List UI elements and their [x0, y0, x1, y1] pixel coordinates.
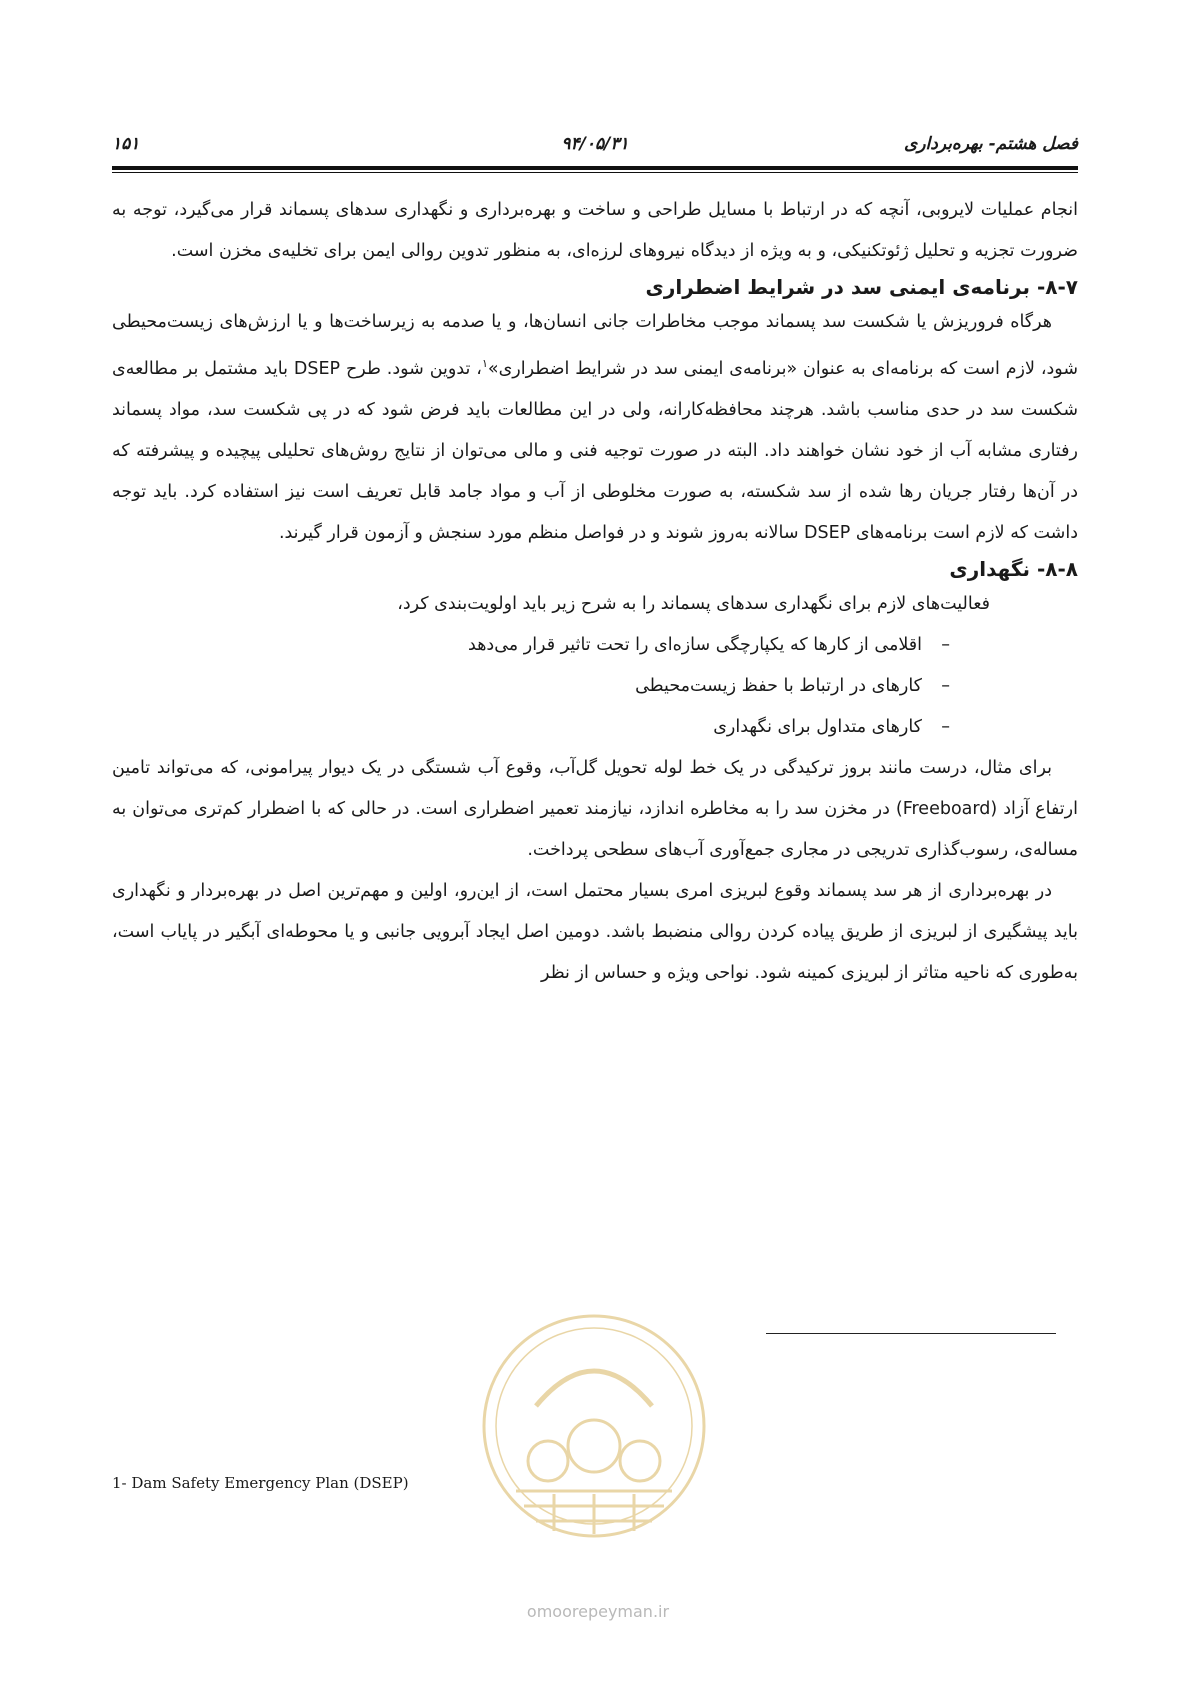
list-item-text: اقلامی از کارها که یکپارچگی سازه‌ای را تحت تاثیر قرار می‌دهد: [468, 634, 922, 655]
footnote-rule: [766, 1333, 1056, 1334]
paragraph-emergency-part2: ، تدوین شود. طرح DSEP باید مشتمل بر مطالعه‌ی شکست سد در حدی مناسب باشد. هرچند محافظه‌کارانه، ولی در این مطالعات باید فرض شود که در پی شکست سد، مواد پسماند رفتاری مشابه آب از خود نشان خواهند داد. البته در صورت توجیه فنی و مالی می‌توان از نتایج روش‌های تحلیلی پیچیده و پیشرفته که در آن‌ها رفتار جریان رها شده از سد شکسته، به صورت مخلوطی از آب و مواد جامد قابل تعریف است نیز استفاده کرد. باید توجه داشت که لازم است برنامه‌های DSEP سالانه به‌روز شوند و در فواصل منظم مورد سنجش و آزمون قرار گیرند.: [112, 358, 1078, 543]
list-item: [112, 625, 950, 666]
paragraph-example: برای مثال، درست مانند بروز ترکیدگی در یک خط لوله تحویل گل‌آب، وقوع آب شستگی در یک دیوار پیرامونی، که می‌تواند تامین ارتفاع آزاد (Freeboard) در مخزن سد را به مخاطره اندازد، نیازمند تعمیر اضطراری است. در حالی که با اضطرار کم‌تری می‌توان به مساله‌ی، رسوب‌گذاری تدریجی در مجاری جمع‌آوری آب‌های سطحی پرداخت.: [112, 757, 1078, 860]
list-item-text: کارهای در ارتباط با حفظ زیست‌محیطی: [635, 675, 922, 696]
page-header: [112, 130, 1078, 164]
page-number: ۱۵۱: [112, 134, 140, 154]
chapter-title: فصل هشتم- بهره‌برداری: [904, 134, 1078, 154]
list-item: [112, 666, 950, 707]
maintenance-intro: فعالیت‌های لازم برای نگهداری سدهای پسماند را به شرح زیر باید اولویت‌بندی کرد،: [397, 593, 990, 614]
list-dash: –: [941, 634, 950, 655]
paragraph-intro: انجام عملیات لایروبی، آنچه که در ارتباط با مسایل طراحی و ساخت و بهره‌برداری و نگهداری سدهای پسماند قرار می‌گیرد، توجه به ضرورت تجزیه و تحلیل ژئوتکنیکی، و به ویژه از دیدگاه نیروهای لرزه‌ای، به منظور تدوین روالی ایمن برای تخلیه‌ی مخزن است.: [112, 200, 1078, 261]
list-dash: –: [941, 675, 950, 696]
list-item: [112, 707, 950, 748]
section-heading-maintenance: ۸-۸- نگهداری: [949, 556, 1078, 581]
header-rule-thin: [112, 172, 1078, 173]
paragraph-emergency: [112, 302, 1078, 554]
header-date: ۹۴/۰۵/۳۱: [561, 134, 629, 154]
watermark-seal-icon: [476, 1296, 712, 1614]
watermark-site: omoorepeyman.ir: [526, 1602, 670, 1621]
list-dash: –: [941, 716, 950, 737]
maintenance-list: [112, 625, 1078, 748]
page-body: [112, 190, 1078, 994]
footnote-reference: ۱: [481, 357, 488, 370]
header-rule-thick: [112, 166, 1078, 170]
footnote: 1- Dam Safety Emergency Plan (DSEP): [112, 1474, 409, 1492]
section-heading-emergency: ۸-۷- برنامه‌ی ایمنی سد در شرایط اضطراری: [645, 275, 1078, 299]
list-item-text: کارهای متداول برای نگهداری: [713, 716, 922, 737]
paragraph-overflow: در بهره‌برداری از هر سد پسماند وقوع لبریزی امری بسیار محتمل است، از این‌رو، اولین و مهم‌ترین اصل در بهره‌بردار و نگهداری باید پیشگیری از لبریزی از طریق پیاده کردن روالی منضبط باشد. دومین اصل ایجاد آبرویی جانبی و یا محوطه‌ای آبگیر در پایاب است، به‌طوری که ناحیه متاثر از لبریزی کمینه شود. نواحی ویژه و حساس از نظر: [112, 880, 1078, 983]
paragraph-emergency-part1: هرگاه فروریزش یا شکست سد پسماند موجب مخاطرات جانی انسان‌ها، و یا صدمه به زیرساخت‌ها و یا ارزش‌های زیست‌محیطی شود، لازم است که برنامه‌ای به عنوان «برنامه‌ی ایمنی سد در شرایط اضطراری»: [112, 312, 1078, 379]
